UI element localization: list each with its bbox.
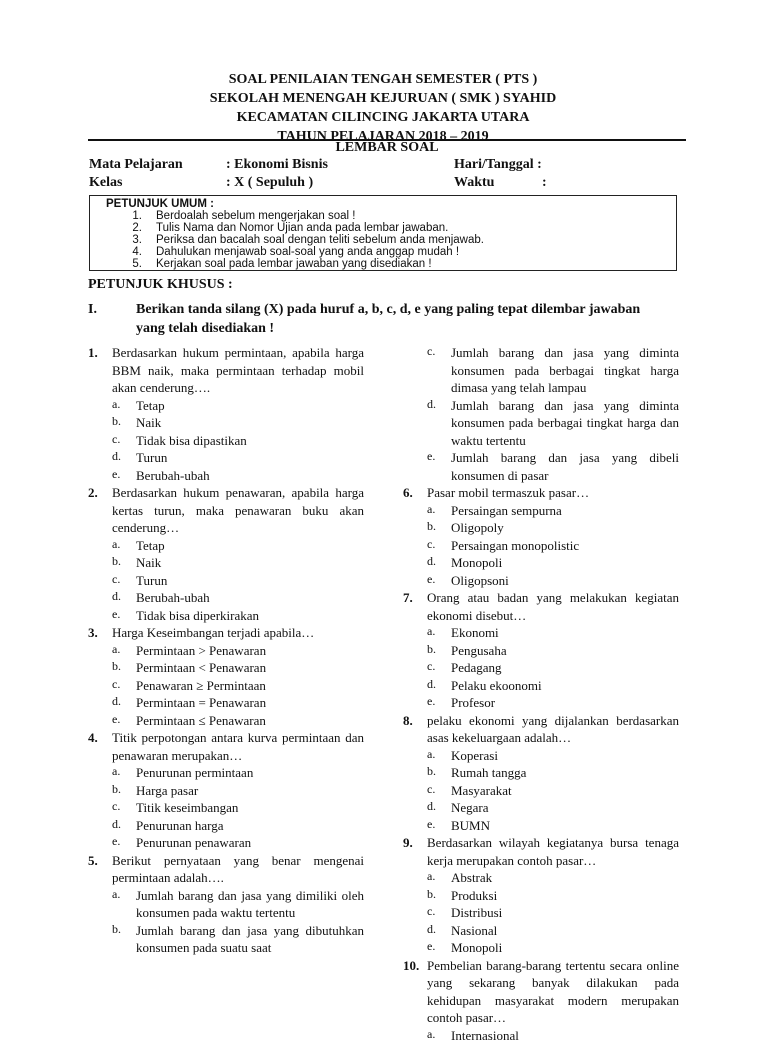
question-text: Berdasarkan hukum penawaran, apabila harga kertas turun, maka penawaran buku akan cenderung… [112, 484, 364, 537]
item-number: 5. [106, 258, 156, 270]
option-letter: b. [427, 764, 451, 782]
question [403, 589, 679, 624]
option-letter: c. [112, 677, 136, 695]
item-text: Periksa dan bacalah soal dengan teliti sebelum anda menjawab. [156, 234, 484, 246]
option-letter: e. [112, 712, 136, 730]
option-letter: e. [112, 607, 136, 625]
option-letter: c. [427, 782, 451, 800]
date-label: Hari/Tanggal : [454, 157, 542, 173]
answer-option [403, 904, 679, 922]
answer-option [88, 432, 364, 450]
question-text: Orang atau badan yang melakukan kegiatan ekonomi disebut… [427, 589, 679, 624]
option-text: Jumlah barang dan jasa yang dibeli konsumen di pasar [451, 449, 679, 484]
question [403, 834, 679, 869]
answer-option [403, 747, 679, 765]
section-instruction-text: Berikan tanda silang (X) pada huruf a, b, c, d, e yang paling tepat dilembar jawaban yang telah disediakan ! [136, 300, 656, 338]
question [403, 712, 679, 747]
option-letter: a. [112, 397, 136, 415]
answer-option [88, 642, 364, 660]
general-instruction-item [106, 246, 676, 258]
time-label: Waktu [454, 175, 494, 191]
answer-option [88, 537, 364, 555]
option-text: Jumlah barang dan jasa yang diminta konsumen pada berbagai tingkat harga dan waktu tertentu [451, 397, 679, 450]
answer-option [88, 799, 364, 817]
question-number: 4. [88, 729, 112, 764]
option-letter: d. [112, 694, 136, 712]
option-text: Penawaran ≥ Permintaan [136, 677, 266, 695]
option-letter: a. [427, 502, 451, 520]
option-text: Penurunan penawaran [136, 834, 251, 852]
option-letter: b. [112, 659, 136, 677]
answer-option [403, 782, 679, 800]
header-line: SEKOLAH MENENGAH KEJURUAN ( SMK ) SYAHID [88, 89, 678, 108]
answer-option [403, 624, 679, 642]
header-line: KECAMATAN CILINCING JAKARTA UTARA [88, 108, 678, 127]
section-instruction [88, 300, 688, 338]
answer-option [88, 467, 364, 485]
option-letter: e. [427, 449, 451, 484]
answer-option [403, 502, 679, 520]
general-instruction-item [106, 258, 676, 270]
question-text: Harga Keseimbangan terjadi apabila… [112, 624, 314, 642]
answer-option [403, 694, 679, 712]
question [403, 484, 679, 502]
option-letter: d. [112, 817, 136, 835]
answer-option [88, 834, 364, 852]
option-text: Koperasi [451, 747, 498, 765]
option-letter: c. [427, 659, 451, 677]
option-text: Jumlah barang dan jasa yang dimiliki oleh konsumen pada waktu tertentu [136, 887, 364, 922]
answer-option [88, 572, 364, 590]
option-text: Penurunan harga [136, 817, 223, 835]
question-number: 2. [88, 484, 112, 537]
option-text: Tidak bisa diperkirakan [136, 607, 259, 625]
option-text: Turun [136, 572, 167, 590]
item-text: Dahulukan menjawab soal-soal yang anda anggap mudah ! [156, 246, 459, 258]
option-text: Harga pasar [136, 782, 198, 800]
answer-option [88, 414, 364, 432]
option-text: Persaingan monopolistic [451, 537, 579, 555]
question-number: 3. [88, 624, 112, 642]
option-text: Naik [136, 554, 161, 572]
option-text: Abstrak [451, 869, 492, 887]
item-text: Berdoalah sebelum mengerjakan soal ! [156, 210, 355, 222]
subject-value: : Ekonomi Bisnis [226, 157, 328, 173]
answer-option [403, 449, 679, 484]
option-letter: c. [112, 432, 136, 450]
question-text: Berdasarkan wilayah kegiatanya bursa tenaga kerja merupakan contoh pasar… [427, 834, 679, 869]
time-colon: : [542, 175, 547, 191]
option-letter: b. [112, 554, 136, 572]
item-number: 4. [106, 246, 156, 258]
general-instructions-title: PETUNJUK UMUM : [106, 198, 676, 210]
option-letter: b. [112, 922, 136, 957]
option-letter: c. [112, 572, 136, 590]
option-text: Titik keseimbangan [136, 799, 238, 817]
general-instructions-list [106, 210, 676, 270]
item-number: 2. [106, 222, 156, 234]
option-letter: e. [427, 694, 451, 712]
answer-option [88, 887, 364, 922]
class-value: : X ( Sepuluh ) [226, 175, 313, 191]
answer-option [403, 922, 679, 940]
header-line: TAHUN PELAJARAN 2018 – 2019 [88, 127, 678, 146]
question [403, 957, 679, 1027]
answer-option [403, 1027, 679, 1044]
option-text: Turun [136, 449, 167, 467]
option-text: Monopoli [451, 554, 502, 572]
option-letter: c. [427, 537, 451, 555]
questions-column-right [403, 344, 679, 1044]
option-letter: d. [112, 449, 136, 467]
answer-option [403, 677, 679, 695]
answer-option [88, 659, 364, 677]
option-letter: a. [112, 887, 136, 922]
item-number: 3. [106, 234, 156, 246]
option-letter: b. [427, 519, 451, 537]
option-letter: d. [427, 554, 451, 572]
header-line: SOAL PENILAIAN TENGAH SEMESTER ( PTS ) [88, 70, 678, 89]
answer-option [403, 659, 679, 677]
answer-option [403, 554, 679, 572]
answer-option [403, 764, 679, 782]
section-number: I. [88, 300, 136, 338]
option-letter: d. [427, 397, 451, 450]
item-text: Tulis Nama dan Nomor Ujian anda pada lembar jawaban. [156, 222, 448, 234]
option-letter: a. [427, 869, 451, 887]
option-text: Tetap [136, 537, 165, 555]
option-letter: e. [427, 939, 451, 957]
option-text: Tidak bisa dipastikan [136, 432, 247, 450]
option-letter: a. [427, 1027, 451, 1044]
option-text: Berubah-ubah [136, 589, 210, 607]
question [88, 729, 364, 764]
answer-option [88, 589, 364, 607]
question-number: 7. [403, 589, 427, 624]
answer-option [88, 922, 364, 957]
general-instruction-item [106, 210, 676, 222]
option-text: Profesor [451, 694, 495, 712]
option-text: Tetap [136, 397, 165, 415]
answer-option [403, 817, 679, 835]
item-number: 1. [106, 210, 156, 222]
answer-option [403, 572, 679, 590]
option-text: Naik [136, 414, 161, 432]
option-letter: a. [427, 624, 451, 642]
option-letter: e. [112, 834, 136, 852]
option-text: Produksi [451, 887, 497, 905]
option-letter: d. [427, 677, 451, 695]
question [88, 852, 364, 887]
class-label: Kelas [89, 175, 122, 191]
answer-option [403, 869, 679, 887]
question-number: 1. [88, 344, 112, 397]
question [88, 484, 364, 537]
option-text: BUMN [451, 817, 490, 835]
answer-option [403, 642, 679, 660]
option-text: Berubah-ubah [136, 467, 210, 485]
special-instructions-title: PETUNJUK KHUSUS : [88, 277, 233, 293]
option-text: Rumah tangga [451, 764, 526, 782]
option-letter: a. [427, 747, 451, 765]
question [88, 344, 364, 397]
question-text: Berdasarkan hukum permintaan, apabila harga BBM naik, maka permintaan terhadap mobil akan cenderung…. [112, 344, 364, 397]
option-letter: e. [427, 817, 451, 835]
option-text: Jumlah barang dan jasa yang dibutuhkan konsumen pada suatu saat [136, 922, 364, 957]
answer-option [88, 694, 364, 712]
option-letter: d. [427, 922, 451, 940]
option-letter: b. [112, 414, 136, 432]
option-letter: c. [112, 799, 136, 817]
question-number: 8. [403, 712, 427, 747]
answer-option [403, 344, 679, 397]
option-text: Oligopsoni [451, 572, 509, 590]
option-letter: d. [427, 799, 451, 817]
option-text: Pelaku ekoonomi [451, 677, 542, 695]
answer-option [88, 554, 364, 572]
general-instruction-item [106, 222, 676, 234]
option-text: Oligopoly [451, 519, 504, 537]
option-text: Persaingan sempurna [451, 502, 562, 520]
question-text: Berikut pernyataan yang benar mengenai permintaan adalah…. [112, 852, 364, 887]
item-text: Kerjakan soal pada lembar jawaban yang disediakan ! [156, 258, 432, 270]
option-text: Jumlah barang dan jasa yang diminta konsumen pada berbagai tingkat harga dimasa yang telah lampau [451, 344, 679, 397]
questions-column-left [88, 344, 364, 957]
general-instructions-box [89, 195, 677, 271]
sheet-title: LEMBAR SOAL [88, 140, 686, 156]
answer-option [88, 397, 364, 415]
answer-option [403, 887, 679, 905]
question-text: Titik perpotongan antara kurva permintaan dan penawaran merupakan… [112, 729, 364, 764]
option-text: Pengusaha [451, 642, 507, 660]
answer-option [403, 537, 679, 555]
option-letter: d. [112, 589, 136, 607]
option-text: Nasional [451, 922, 497, 940]
option-text: Penurunan permintaan [136, 764, 253, 782]
option-text: Distribusi [451, 904, 502, 922]
subject-label: Mata Pelajaran [89, 157, 183, 173]
question-number: 5. [88, 852, 112, 887]
option-text: Masyarakat [451, 782, 512, 800]
answer-option [88, 607, 364, 625]
option-text: Permintaan > Penawaran [136, 642, 266, 660]
answer-option [403, 519, 679, 537]
question [88, 624, 364, 642]
option-letter: b. [112, 782, 136, 800]
option-text: Pedagang [451, 659, 502, 677]
question-text: Pembelian barang-barang tertentu secara online yang sekarang banyak dilakukan pada kehidupan masyarakat modern merupakan contoh pasar… [427, 957, 679, 1027]
question-text: pelaku ekonomi yang dijalankan berdasarkan asas kekeluargaan adalah… [427, 712, 679, 747]
question-number: 6. [403, 484, 427, 502]
question-text: Pasar mobil termaszuk pasar… [427, 484, 589, 502]
option-text: Permintaan < Penawaran [136, 659, 266, 677]
answer-option [88, 817, 364, 835]
option-letter: c. [427, 904, 451, 922]
option-letter: a. [112, 764, 136, 782]
question-number: 9. [403, 834, 427, 869]
option-text: Monopoli [451, 939, 502, 957]
general-instruction-item [106, 234, 676, 246]
option-letter: a. [112, 537, 136, 555]
answer-option [403, 397, 679, 450]
answer-option [403, 799, 679, 817]
answer-option [88, 782, 364, 800]
question-number: 10. [403, 957, 427, 1027]
option-text: Internasional [451, 1027, 519, 1044]
answer-option [88, 764, 364, 782]
answer-option [88, 449, 364, 467]
option-text: Permintaan = Penawaran [136, 694, 266, 712]
option-letter: b. [427, 642, 451, 660]
option-letter: e. [112, 467, 136, 485]
option-text: Ekonomi [451, 624, 499, 642]
answer-option [88, 677, 364, 695]
answer-option [403, 939, 679, 957]
document-header [88, 70, 678, 146]
option-letter: c. [427, 344, 451, 397]
option-text: Negara [451, 799, 489, 817]
option-letter: e. [427, 572, 451, 590]
option-letter: a. [112, 642, 136, 660]
answer-option [88, 712, 364, 730]
option-text: Permintaan ≤ Penawaran [136, 712, 266, 730]
option-letter: b. [427, 887, 451, 905]
